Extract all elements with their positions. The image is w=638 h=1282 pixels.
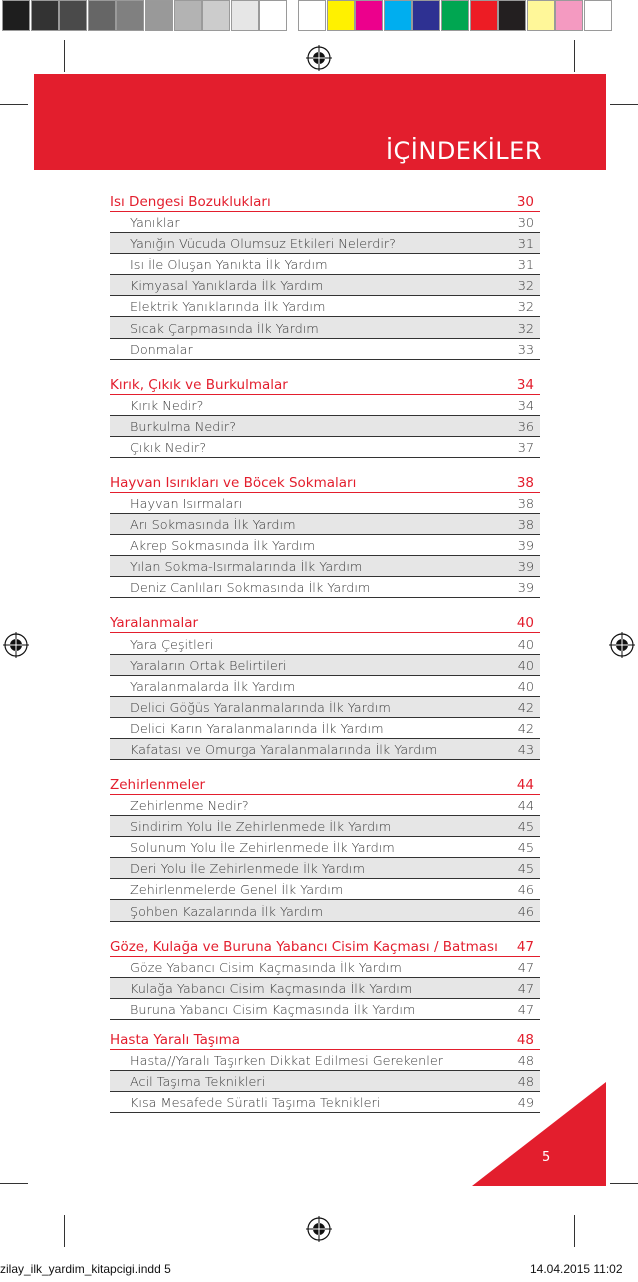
entry-page-number: 40 xyxy=(517,658,534,674)
color-swatch xyxy=(527,0,555,31)
crop-mark-bottom-right xyxy=(574,1215,575,1247)
entry-page-number: 39 xyxy=(517,539,534,555)
entry-page-number: 34 xyxy=(517,398,534,414)
entry-title: Kulağa Yabancı Cisim Kaçmasında İlk Yardım xyxy=(130,981,413,997)
entry-title: Arı Sokmasında İlk Yardım xyxy=(130,518,296,534)
entry-page-number: 45 xyxy=(517,862,534,878)
color-swatch xyxy=(470,0,498,31)
color-swatch xyxy=(327,0,355,31)
crop-mark-top-left-h xyxy=(0,104,28,105)
section-title: Hasta Yaralı Taşıma xyxy=(110,1031,241,1048)
page-number: 5 xyxy=(542,1150,551,1165)
section-title: Kırık, Çıkık ve Burkulmalar xyxy=(110,376,288,393)
toc-section xyxy=(110,190,540,360)
entry-title: Deri Yolu İle Zehirlenmede İlk Yardım xyxy=(130,862,365,878)
crop-mark-top-right xyxy=(574,40,575,72)
color-swatch xyxy=(355,0,383,31)
entry-page-number: 37 xyxy=(517,440,534,456)
section-title: Isı Dengesi Bozuklukları xyxy=(110,194,271,210)
color-swatch xyxy=(2,0,30,31)
toc-entry[interactable] xyxy=(110,556,540,577)
entry-title: Burkulma Nedir? xyxy=(130,419,236,435)
toc-entry[interactable] xyxy=(110,858,540,879)
toc-entry[interactable] xyxy=(110,437,540,458)
entry-title: Elektrik Yanıklarında İlk Yardım xyxy=(130,300,326,316)
color-swatch xyxy=(116,0,144,31)
section-page-number: 48 xyxy=(516,1031,534,1048)
table-of-contents xyxy=(110,190,540,1126)
entry-title: Kimyasal Yanıklarda İlk Yardım xyxy=(130,279,324,295)
entry-page-number: 32 xyxy=(517,300,534,316)
entry-title: Yaralanmalarda İlk Yardım xyxy=(130,679,296,695)
color-bar xyxy=(0,0,638,32)
entry-title: Sindirim Yolu İle Zehirlenmede İlk Yardım xyxy=(130,820,392,836)
crop-mark-bottom-right-h xyxy=(610,1183,638,1184)
entry-page-number: 47 xyxy=(517,981,534,997)
toc-entry[interactable] xyxy=(110,718,540,739)
entry-title: Göze Yabancı Cisim Kaçmasında İlk Yardım xyxy=(130,960,402,976)
entry-page-number: 44 xyxy=(517,799,534,815)
corner-triangle xyxy=(472,1082,606,1186)
entry-page-number: 30 xyxy=(517,216,534,232)
toc-section xyxy=(110,471,540,598)
entry-title: Hayvan Isırmaları xyxy=(130,497,243,513)
entry-title: Kısa Mesafede Süratli Taşıma Teknikleri xyxy=(130,1096,381,1112)
color-swatch xyxy=(441,0,469,31)
toc-entry[interactable] xyxy=(110,416,540,437)
entry-page-number: 39 xyxy=(517,560,534,576)
entry-title: Sıcak Çarpmasında İlk Yardım xyxy=(130,321,319,337)
entry-page-number: 40 xyxy=(517,637,534,653)
toc-entry[interactable] xyxy=(110,978,540,999)
entry-page-number: 32 xyxy=(517,279,534,295)
toc-entry[interactable] xyxy=(110,233,540,254)
color-swatch xyxy=(145,0,173,31)
toc-entry[interactable] xyxy=(110,395,540,416)
color-swatch xyxy=(584,0,612,31)
entry-title: Çıkık Nedir? xyxy=(130,440,207,456)
entry-page-number: 32 xyxy=(517,321,534,337)
toc-entry[interactable] xyxy=(110,577,540,598)
entry-page-number: 45 xyxy=(517,820,534,836)
toc-entry[interactable] xyxy=(110,633,540,654)
entry-page-number: 36 xyxy=(517,419,534,435)
toc-section-heading[interactable] xyxy=(110,935,540,957)
toc-entry[interactable] xyxy=(110,999,540,1020)
page-title: İÇİNDEKİLER xyxy=(385,137,542,165)
section-page-number: 44 xyxy=(516,776,534,793)
toc-section-heading[interactable] xyxy=(110,611,540,633)
toc-entry[interactable] xyxy=(110,655,540,676)
section-page-number: 30 xyxy=(516,194,534,210)
entry-page-number: 45 xyxy=(517,841,534,857)
color-swatch xyxy=(384,0,412,31)
slug-filename: zilay_ilk_yardim_kitapcigi.indd 5 xyxy=(0,1262,171,1276)
entry-title: Yaraların Ortak Belirtileri xyxy=(130,658,287,674)
toc-entry[interactable] xyxy=(110,339,540,360)
toc-entry[interactable] xyxy=(110,837,540,858)
entry-title: Buruna Yabancı Cisim Kaçmasında İlk Yardım xyxy=(130,1002,416,1018)
entry-title: Delici Göğüs Yaralanmalarında İlk Yardım xyxy=(130,700,391,716)
registration-mark-top-icon xyxy=(306,45,332,71)
entry-title: Kafatası ve Omurga Yaralanmalarında İlk Yardım xyxy=(130,742,438,758)
crop-mark-top-left xyxy=(64,40,65,72)
registration-mark-right-icon xyxy=(609,632,635,658)
entry-title: Yara Çeşitleri xyxy=(130,637,214,653)
color-swatch xyxy=(202,0,230,31)
entry-page-number: 33 xyxy=(517,342,534,358)
registration-mark-left-icon xyxy=(3,632,29,658)
toc-section-heading[interactable] xyxy=(110,190,540,212)
color-swatch xyxy=(259,0,287,31)
color-swatch xyxy=(298,0,326,31)
entry-title: Zehirlenme Nedir? xyxy=(130,799,249,815)
entry-page-number: 49 xyxy=(517,1096,534,1112)
toc-entry[interactable] xyxy=(110,795,540,816)
toc-entry[interactable] xyxy=(110,254,540,275)
section-title: Hayvan Isırıkları ve Böcek Sokmaları xyxy=(110,474,357,491)
entry-title: Delici Karın Yaralanmalarında İlk Yardım xyxy=(130,721,384,737)
section-title: Yaralanmalar xyxy=(110,615,199,632)
section-page-number: 47 xyxy=(516,938,534,955)
color-swatch xyxy=(88,0,116,31)
color-swatch xyxy=(412,0,440,31)
toc-entry[interactable] xyxy=(110,535,540,556)
entry-page-number: 40 xyxy=(517,679,534,695)
entry-page-number: 47 xyxy=(517,1002,534,1018)
entry-page-number: 48 xyxy=(517,1053,534,1069)
toc-section xyxy=(110,773,540,922)
section-page-number: 34 xyxy=(516,376,534,393)
toc-entry[interactable] xyxy=(110,816,540,837)
toc-section-heading[interactable] xyxy=(110,773,540,795)
section-page-number: 38 xyxy=(516,474,534,491)
entry-title: Yanığın Vücuda Olumsuz Etkileri Nelerdir? xyxy=(130,237,396,253)
toc-entry[interactable] xyxy=(110,900,540,921)
entry-title: Yanıklar xyxy=(130,216,180,232)
entry-page-number: 42 xyxy=(517,721,534,737)
entry-page-number: 47 xyxy=(517,960,534,976)
color-swatch xyxy=(31,0,59,31)
entry-page-number: 48 xyxy=(517,1075,534,1090)
toc-entry[interactable] xyxy=(110,275,540,296)
toc-entry[interactable] xyxy=(110,697,540,718)
entry-page-number: 46 xyxy=(517,883,534,899)
toc-entry[interactable] xyxy=(110,212,540,233)
entry-title: Akrep Sokmasında İlk Yardım xyxy=(130,539,316,555)
toc-entry[interactable] xyxy=(110,1050,540,1071)
toc-entry[interactable] xyxy=(110,879,540,900)
entry-title: Deniz Canlıları Sokmasında İlk Yardım xyxy=(130,581,371,597)
entry-title: Acil Taşıma Teknikleri xyxy=(130,1075,266,1090)
toc-section xyxy=(110,611,540,760)
color-swatch xyxy=(498,0,526,31)
crop-mark-bottom-left-h xyxy=(0,1183,28,1184)
toc-entry[interactable] xyxy=(110,739,540,760)
entry-page-number: 46 xyxy=(517,904,534,920)
section-title: Göze, Kulağa ve Buruna Yabancı Cisim Kaçması / Batması xyxy=(110,938,498,955)
entry-title: Solunum Yolu İle Zehirlenmede İlk Yardım xyxy=(130,841,395,857)
entry-page-number: 39 xyxy=(517,581,534,597)
entry-page-number: 38 xyxy=(517,518,534,534)
toc-section xyxy=(110,935,540,1020)
entry-title: Kırık Nedir? xyxy=(130,398,204,414)
entry-title: Hasta//Yaralı Taşırken Dikkat Edilmesi Gerekenler xyxy=(130,1053,443,1069)
toc-entry[interactable] xyxy=(110,957,540,978)
entry-page-number: 31 xyxy=(517,237,534,253)
toc-entry[interactable] xyxy=(110,296,540,317)
toc-entry[interactable] xyxy=(110,493,540,514)
toc-entry[interactable] xyxy=(110,676,540,697)
entry-page-number: 43 xyxy=(517,742,534,758)
toc-entry[interactable] xyxy=(110,317,540,338)
section-title: Zehirlenmeler xyxy=(110,776,206,793)
slug-date: 14.04.2015 11:02 xyxy=(530,1262,623,1276)
color-swatch xyxy=(555,0,583,31)
toc-entry[interactable] xyxy=(110,514,540,535)
color-swatch xyxy=(59,0,87,31)
entry-title: Zehirlenmelerde Genel İlk Yardım xyxy=(130,883,344,899)
section-page-number: 40 xyxy=(516,615,534,632)
header-banner xyxy=(34,74,606,170)
toc-section xyxy=(110,373,540,458)
color-swatch xyxy=(174,0,202,31)
entry-page-number: 31 xyxy=(517,258,534,274)
color-swatch xyxy=(231,0,259,31)
entry-title: Şohben Kazalarında İlk Yardım xyxy=(130,904,324,920)
toc-section-heading[interactable] xyxy=(110,373,540,395)
crop-mark-bottom-left xyxy=(64,1215,65,1247)
entry-title: Isı İle Oluşan Yanıkta İlk Yardım xyxy=(130,258,328,274)
entry-page-number: 38 xyxy=(517,497,534,513)
entry-page-number: 42 xyxy=(517,700,534,716)
toc-section-heading[interactable] xyxy=(110,471,540,493)
entry-title: Donmalar xyxy=(130,342,193,358)
crop-mark-top-right-h xyxy=(610,104,638,105)
toc-section-heading[interactable] xyxy=(110,1028,540,1050)
registration-mark-bottom-icon xyxy=(306,1216,332,1242)
entry-title: Yılan Sokma-Isırmalarında İlk Yardım xyxy=(130,560,363,576)
